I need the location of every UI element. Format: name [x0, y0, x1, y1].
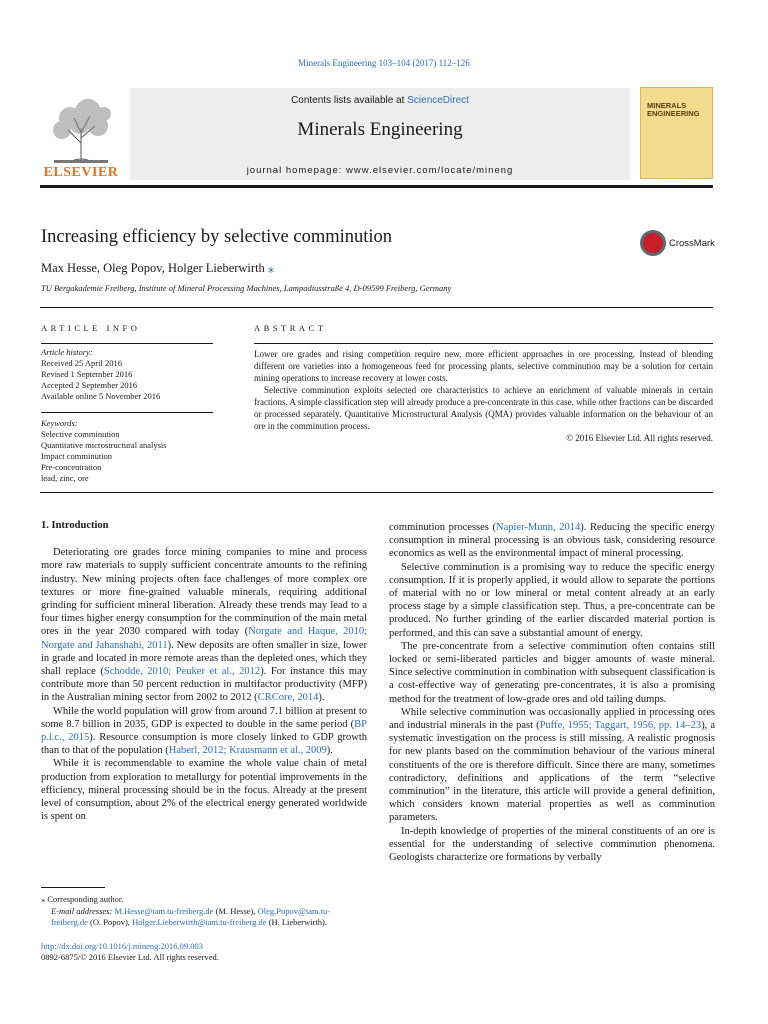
text-run: ). New deposits are often smaller in size, lower in grade and located in more remote areas than the depleted ones, which they shall replace (: [41, 639, 367, 678]
history-label: Article history:: [41, 347, 93, 357]
abstract-rule: [254, 343, 713, 344]
abstract-text: [254, 348, 713, 444]
email-label: E-mail addresses:: [51, 905, 115, 916]
email-link[interactable]: Oleg.Popov@iam.tu-freiberg.de: [51, 905, 331, 927]
corresponding-author-mark[interactable]: ⁎: [267, 261, 275, 275]
author-list: [41, 260, 274, 276]
text-run: ). Resource consumption is more closely linked to GDP growth than to that of the population (: [41, 732, 368, 757]
email-link[interactable]: M.Hesse@iam.tu-freiberg.de: [114, 905, 214, 916]
keywords-rule: [41, 412, 213, 413]
email-owner: (O. Popov),: [87, 917, 133, 927]
text-run: ), a systematic investigation on the process is still missing. A realistic prognosis for new plants based on the comminution behaviour of the various mineral constituents of the ore is therefore difficult. Since there are many, sometimes contradictory, definitions and applications of the term “selective comminution” in the literature, this article will provide a general definition, which considers known material properties as well as comminution parameters.: [389, 720, 715, 824]
citation-link[interactable]: Puffe, 1955; Taggart, 1956, pp. 14–23: [539, 720, 702, 732]
footnote-rule: [41, 887, 105, 888]
article-history: [41, 347, 160, 402]
text-run: ).: [326, 745, 333, 757]
email-owner: (M. Hesse),: [213, 905, 258, 916]
doi-link[interactable]: http://dx.doi.org/10.1016/j.mineng.2016.09.003: [41, 941, 204, 951]
body-paragraph: [389, 521, 715, 561]
citation-link[interactable]: Norgate and Haque, 2010; Norgate and Jahanshahi, 2011: [41, 626, 367, 651]
section-rule: [40, 307, 713, 308]
email-owner: (H. Lieberwirth).: [266, 917, 327, 927]
text-run: ). Reducing the specific energy consumption in mineral processing is an obvious task, considering resource economics as well as the environmental impact of mineral processing.: [389, 522, 716, 560]
journal-homepage[interactable]: journal homepage: www.elsevier.com/locate/mineng: [246, 165, 514, 176]
info-rule: [41, 343, 213, 344]
keyword-item: Quantitative microstructural analysis: [41, 440, 167, 450]
elsevier-wordmark: ELSEVIER: [43, 165, 119, 180]
citation-link[interactable]: Haberl, 2012; Krausmann et al., 2009: [168, 745, 327, 757]
keyword-item: lead, zinc, ore: [41, 473, 89, 483]
journal-citation[interactable]: Minerals Engineering 103–104 (2017) 112–126: [298, 58, 470, 68]
email-link[interactable]: Holger.Lieberwirth@iam.tu-freiberg.de: [132, 917, 267, 927]
crossmark-icon[interactable]: [640, 230, 666, 256]
text-run: Deteriorating ore grades force mining companies to mine and process more raw materials to supply sufficient concentrate amounts to the refining industry. New mining projects often face challenges of more complex ore textures or more fine-grained valuable minerals, requiring additional grinding for sufficient mineral liberation. Already these trends may lead to a four times higher energy consumption for the comminution of the main metal ores in the year 2030 compared with today (: [41, 547, 367, 638]
text-run: comminution processes (: [389, 522, 497, 533]
keywords-label: Keywords:: [41, 418, 78, 428]
body-paragraph: In-depth knowledge of properties of the mineral constituents of an ore is essential for the understanding of selective comminution phenomena. Geologists characterize ore formations by verbally: [389, 825, 715, 864]
keywords: [41, 418, 167, 484]
abstract-paragraph: Lower ore grades and rising competition require new, more efficient approaches in ore processing. Instead of blending different ore varieties into a homogeneous feed for processing plants, selective comminution may be a solution for certain mining operations to increase recovery at lower costs.: [254, 349, 713, 383]
body-paragraph: [41, 546, 367, 704]
sciencedirect-link[interactable]: ScienceDirect: [407, 95, 469, 106]
footnote: [41, 894, 367, 929]
text-run: ).: [318, 692, 325, 704]
cover-title-line-2: ENGINEERING: [647, 109, 700, 118]
citation-link[interactable]: Napier-Munn, 2014: [496, 522, 581, 533]
abstract-copyright: © 2016 Elsevier Ltd. All rights reserved.: [566, 433, 713, 443]
body-column-right: [389, 521, 715, 864]
text-run: ). For instance this may contribute more than 50 percent reduction in multifactor productivity (MFP) in the Australian mining sector from 2002 to 2012 (: [41, 666, 367, 704]
history-revised: Revised 1 September 2016: [41, 369, 133, 379]
contents-prefix: Contents lists available at: [291, 95, 408, 106]
cover-title-line-1: MINERALS: [647, 101, 687, 110]
article-title: Increasing efficiency by selective comminution: [41, 227, 393, 247]
citation-link[interactable]: Schodde, 2010; Peuker et al., 2012: [103, 666, 261, 678]
journal-name: Minerals Engineering: [297, 119, 463, 140]
text-run: While the world population will grow from around 7.1 billion at present to some 8.7 billion in 2035, GDP is expected to double in the same period (: [41, 705, 367, 730]
history-received: Received 25 April 2016: [41, 358, 122, 368]
body-column-left: [41, 519, 367, 823]
citation-link[interactable]: BP p.l.c., 2015: [41, 718, 367, 744]
body-paragraph: Selective comminution is a promising way to reduce the specific energy consumption. If it is properly applied, it would allow to separate the portions of material with no or low mineral or metal content already at an early process stage by a simple classification step. Thus, a pre-concentrate can be produced. No further grinding of the earlier discarded material portion is performed, and this can save a substantial amount of energy.: [389, 561, 715, 639]
journal-cover-thumbnail: [640, 87, 713, 179]
issn-line: 0892-6875/© 2016 Elsevier Ltd. All rights reserved.: [41, 952, 219, 962]
text-run: While selective comminution was occasionally applied in processing ores and industrial minerals in the past (: [389, 706, 715, 732]
body-paragraph: [389, 706, 715, 825]
affiliation: TU Bergakademie Freiberg, Institute of Mineral Processing Machines, Lampadiusstraße 4, D-09599 Freiberg, Germany: [41, 283, 452, 293]
body-paragraph: While it is recommendable to examine the whole value chain of metal production from exploration to metallurgy for potential improvements in the efficiency, mineral processing should be in the focus. Already at the present level of consumption, about 2% of the electrical energy generated worldwide is spent on: [41, 758, 367, 823]
email-addresses: [41, 906, 367, 929]
history-accepted: Accepted 2 September 2016: [41, 380, 138, 390]
history-online: Available online 5 November 2016: [41, 391, 161, 401]
citation-link[interactable]: CRCore, 2014: [257, 692, 319, 704]
body-paragraph: [41, 705, 367, 758]
crossmark-label[interactable]: CrossMark: [669, 238, 715, 249]
abstract-heading: ABSTRACT: [254, 323, 327, 333]
corresponding-author-note: ⁎ Corresponding author.: [41, 894, 124, 904]
body-paragraph: The pre-concentrate from a selective comminution often contains still locked or semi-liberated particles and bigger amounts of waste mineral. Since selective comminution in combination with subsequent classification is a cost-effective way of generating pre-concentrates, it is also a promising method for the treatment of low-grade ores and old tailing dumps.: [389, 640, 715, 705]
cover-title: [647, 102, 700, 118]
authors-text: Max Hesse, Oleg Popov, Holger Lieberwirth: [41, 261, 265, 275]
contents-line: [130, 95, 630, 106]
keyword-item: Impact comminution: [41, 451, 113, 461]
article-info-heading: ARTICLE INFO: [41, 323, 141, 333]
section-heading: 1. Introduction: [41, 520, 109, 531]
keyword-item: Pre-concentration: [41, 462, 102, 472]
abstract-paragraph: Selective comminution exploits selected ore characteristics to achieve an enrichment of valuable minerals in certain fractions. A simple classification step will already produce a pre-concentrate in this case, while other fractions can be discarded or processed separately. Quantitative Microstructural Analysis (QMA) provides valuable information on the behaviour of an ore in the comminution process.: [254, 385, 713, 431]
header-rule: [40, 185, 713, 188]
section-rule: [40, 492, 713, 493]
keyword-item: Selective comminution: [41, 429, 120, 439]
